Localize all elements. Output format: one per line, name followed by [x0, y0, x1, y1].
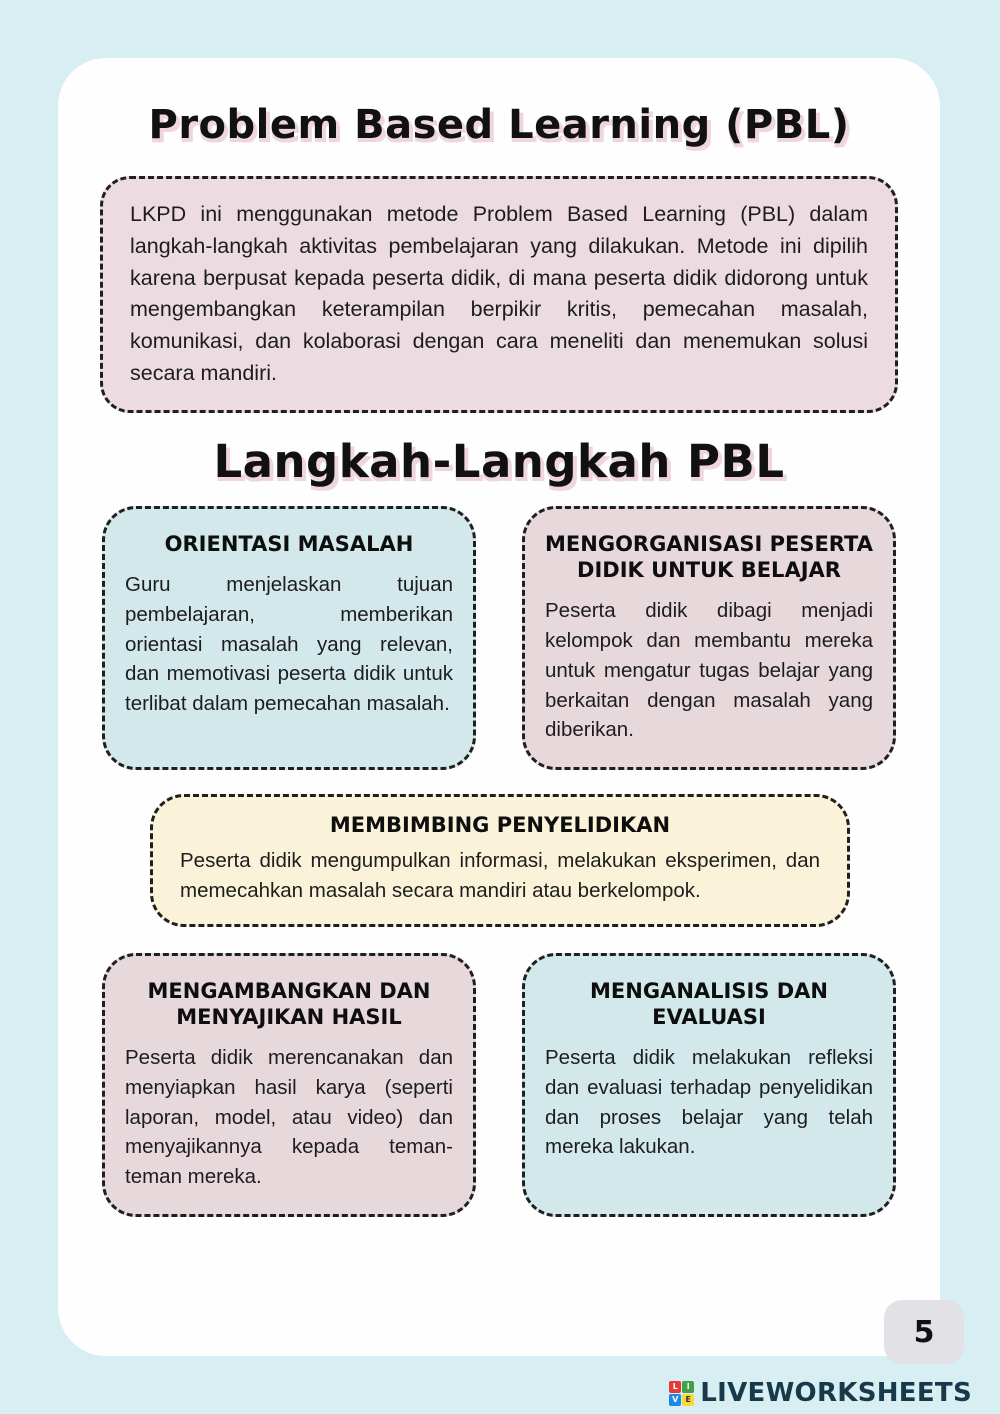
step-title: MEMBIMBING PENYELIDIKAN — [329, 812, 671, 837]
steps-row-2 — [102, 953, 896, 1217]
page-title: Problem Based Learning (PBL) — [148, 102, 850, 148]
steps-row-1 — [102, 506, 896, 770]
step-box-membimbing-penyelidikan — [150, 794, 850, 927]
step-title: MENGANALISIS DAN EVALUASI — [590, 978, 828, 1029]
intro-text: LKPD ini menggunakan metode Problem Based Learning (PBL) dalam langkah-langkah aktivitas pembelajaran yang dilakukan. Metode ini dipilih karena berpusat kepada peserta didik, di mana peserta didik didorong untuk mengembangkan keterampilan berpikir kritis, pemecahan masalah, komunikasi, dan kolaborasi dengan cara meneliti dan menemukan solusi secara mandiri. — [130, 202, 868, 386]
section-title: Langkah-Langkah PBL — [213, 434, 785, 488]
logo-tile-i: I — [682, 1381, 694, 1393]
step-title: MENGORGANISASI PESERTA DIDIK UNTUK BELAJAR — [545, 531, 873, 583]
step-body: Guru menjelaskan tujuan pembelajaran, memberikan orientasi masalah yang relevan, dan memotivasi peserta didik untuk terlibat dalam pemecahan masalah. — [125, 573, 453, 715]
page-number: 5 — [913, 1314, 935, 1350]
liveworksheets-logo[interactable] — [669, 1378, 972, 1408]
step-title: ORIENTASI MASALAH — [164, 531, 414, 556]
liveworksheets-wordmark: LIVEWORKSHEETS — [700, 1378, 972, 1408]
step-box-mengorganisasi-peserta-didik — [522, 506, 896, 770]
step-box-orientasi-masalah — [102, 506, 476, 770]
step-body: Peserta didik melakukan refleksi dan evaluasi terhadap penyelidikan dan proses belajar yang telah mereka lakukan. — [545, 1046, 873, 1159]
content-card — [58, 58, 940, 1356]
step-body: Peserta didik merencanakan dan menyiapkan hasil karya (seperti laporan, model, atau video) dan menyajikannya kepada teman-teman mereka. — [125, 1046, 453, 1189]
logo-tile-l: L — [669, 1381, 681, 1393]
step-title: MENGAMBANGKAN DAN MENYAJIKAN HASIL — [147, 978, 431, 1029]
logo-tile-e: E — [682, 1394, 694, 1406]
logo-tile-v: V — [669, 1394, 681, 1406]
step-box-menganalisis-evaluasi — [522, 953, 896, 1217]
step-box-mengambangkan-menyajikan-hasil — [102, 953, 476, 1217]
step-body: Peserta didik dibagi menjadi kelompok dan membantu mereka untuk mengatur tugas belajar yang berkaitan dengan masalah yang diberikan. — [545, 599, 873, 742]
step-body: Peserta didik mengumpulkan informasi, melakukan eksperimen, dan memecahkan masalah secara mandiri atau berkelompok. — [180, 849, 820, 902]
intro-box — [100, 176, 898, 413]
page-number-badge — [884, 1300, 964, 1364]
liveworksheets-icon — [669, 1381, 694, 1406]
